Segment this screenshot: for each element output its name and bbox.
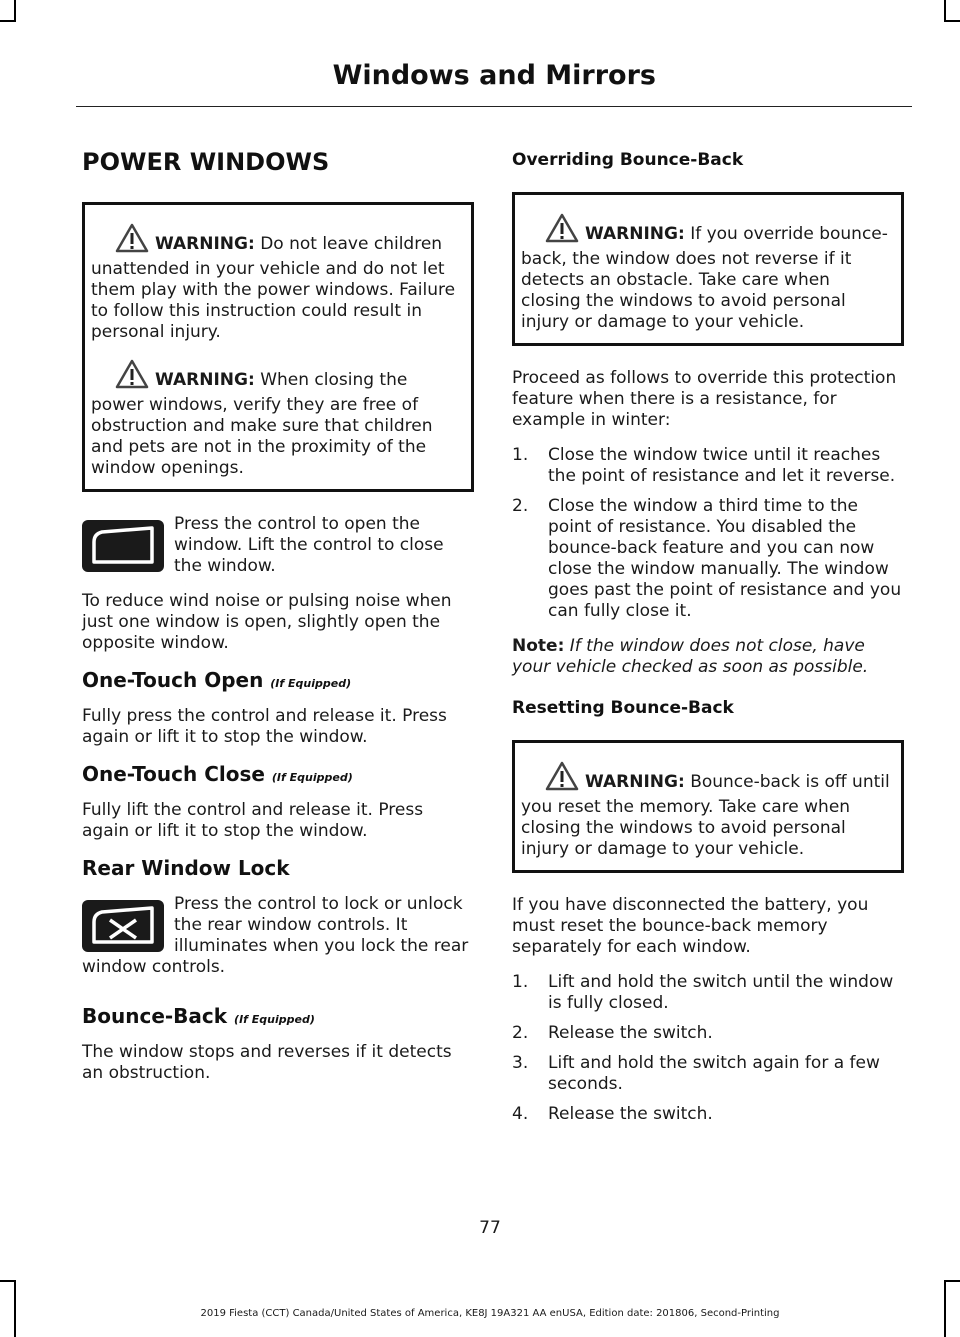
step-number: 2. (512, 496, 529, 516)
step-text: Release the switch. (548, 1104, 713, 1124)
warning-text: Do not leave children unattended in your vehicle and do not let them play with the power windows. Failure to follow this instruction could result in personal injury. (91, 234, 456, 342)
wind-noise-text: To reduce wind noise or pulsing noise when just one window is open, slightly open the opposite window. (82, 591, 452, 653)
crop-mark (14, 0, 16, 22)
warning-text: When closing the power windows, verify they are free of obstruction and make sure that children and pets are not in the proximity of the window openings. (91, 370, 433, 478)
bounce-back-title: Bounce-Back (82, 1004, 228, 1028)
list-item (512, 972, 904, 1014)
warning-text: Bounce-back is off until you reset the memory. Take care when closing the windows to avoid personal injury or damage to your vehicle. (521, 772, 890, 859)
window-control-block (82, 514, 474, 577)
if-equipped-tag: (If Equipped) (270, 677, 352, 690)
step-text: Close the window twice until it reaches the point of resistance and let it reverse. (548, 445, 896, 486)
step-text: Lift and hold the switch until the window is fully closed. (548, 972, 894, 1013)
note-label: Note: (512, 636, 565, 656)
if-equipped-tag: (If Equipped) (234, 1013, 315, 1026)
header-divider (76, 106, 912, 107)
warning-paragraph (521, 761, 893, 860)
warning-triangle-icon (115, 223, 149, 259)
resetting-heading: Resetting Bounce-Back (512, 698, 734, 718)
crop-mark (944, 1280, 960, 1282)
crop-mark (0, 20, 16, 22)
warning-triangle-icon (545, 761, 579, 797)
warning-paragraph (91, 359, 463, 479)
page-footer: 2019 Fiesta (CCT) Canada/United States of America, KE8J 19A321 AA enUSA, Edition date: 201806, Second-Printing (200, 1308, 780, 1319)
note (512, 636, 904, 678)
step-text: Lift and hold the switch again for a few seconds. (548, 1053, 880, 1094)
crop-mark (0, 1280, 16, 1282)
window-control-text: Press the control to open the window. Lift the control to close the window. (174, 514, 444, 576)
one-touch-close-text: Fully lift the control and release it. Press again or lift it to stop the window. (82, 800, 424, 841)
list-item (512, 1023, 904, 1044)
overriding-heading: Overriding Bounce-Back (512, 150, 744, 170)
step-number: 1. (512, 972, 529, 992)
window-switch-icon (82, 520, 164, 572)
left-column (82, 140, 474, 1098)
bounce-back-text: The window stops and reverses if it detects an obstruction. (82, 1042, 452, 1083)
warning-box (512, 740, 904, 873)
overriding-steps (512, 445, 904, 622)
crop-mark (944, 20, 960, 22)
list-item (512, 496, 904, 622)
rear-window-lock-heading: Rear Window Lock (82, 856, 290, 880)
one-touch-open-text: Fully press the control and release it. Press again or lift it to stop the window. (82, 706, 447, 747)
page-number: 77 (479, 1218, 501, 1238)
list-item (512, 445, 904, 487)
resetting-steps (512, 972, 904, 1125)
warning-label: WARNING: (585, 772, 685, 792)
bounce-back-heading (82, 1004, 474, 1028)
list-item (512, 1104, 904, 1125)
warning-triangle-icon (545, 213, 579, 249)
one-touch-close-title: One-Touch Close (82, 762, 265, 786)
if-equipped-tag: (If Equipped) (271, 771, 353, 784)
rear-window-lock-text: Press the control to lock or unlock the rear window controls. It illuminates when you lock the rear window controls. (82, 894, 469, 977)
warning-box (512, 192, 904, 346)
list-item (512, 1053, 904, 1095)
window-lock-icon (82, 900, 164, 952)
step-number: 4. (512, 1104, 529, 1124)
page-header-title: Windows and Mirrors (332, 60, 656, 91)
right-column (512, 140, 904, 1139)
warning-label: WARNING: (585, 224, 685, 244)
one-touch-open-heading (82, 668, 474, 692)
note-text: If the window does not close, have your vehicle checked as soon as possible. (512, 636, 869, 677)
one-touch-open-title: One-Touch Open (82, 668, 264, 692)
step-number: 2. (512, 1023, 529, 1043)
warning-label: WARNING: (155, 234, 255, 254)
warning-paragraph (521, 213, 893, 333)
rear-window-lock-block (82, 894, 474, 978)
step-number: 1. (512, 445, 529, 465)
step-number: 3. (512, 1053, 529, 1073)
warning-label: WARNING: (155, 370, 255, 390)
step-text: Close the window a third time to the point of resistance. You disabled the bounce-back feature and you can now close the window manually. The window goes past the point of resistance and you can fully close it. (548, 496, 902, 621)
step-text: Release the switch. (548, 1023, 713, 1043)
warning-box (82, 202, 474, 492)
warning-paragraph (91, 223, 463, 343)
warning-triangle-icon (115, 359, 149, 395)
section-title: POWER WINDOWS (82, 148, 330, 176)
overriding-intro: Proceed as follows to override this protection feature when there is a resistance, for example in winter: (512, 368, 897, 430)
warning-text: If you override bounce-back, the window does not reverse if it detects an obstacle. Take care when closing the windows to avoid personal injury or damage to your vehicle. (521, 224, 888, 332)
one-touch-close-heading (82, 762, 474, 786)
crop-mark (944, 0, 946, 22)
resetting-intro: If you have disconnected the battery, you must reset the bounce-back memory separately for each window. (512, 895, 869, 957)
